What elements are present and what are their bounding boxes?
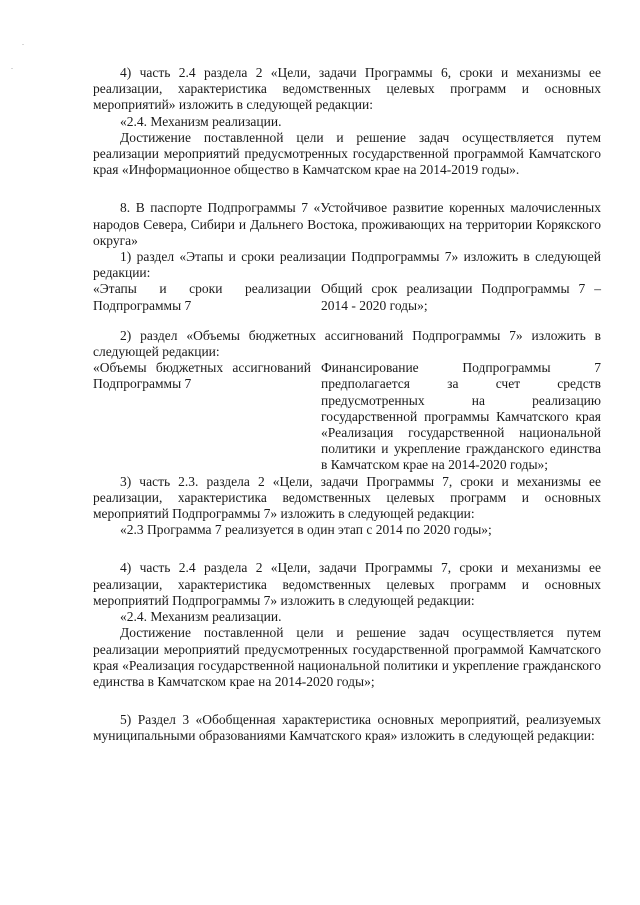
table-row-budget	[93, 360, 601, 473]
paragraph-4-part-2-4-program-6: 4) часть 2.4 раздела 2 «Цели, задачи Программы 6, сроки и механизмы ее реализации, характеристика ведомственных целевых программ и основных мероприятий» изложить в следующей редакции:	[93, 65, 601, 113]
table-row-stages	[93, 281, 601, 313]
paragraph-2-budget: 2) раздел «Объемы бюджетных ассигнований Подпрограммы 7» изложить в следующей редакции:	[93, 327, 601, 360]
paragraph-mechanism-text: Достижение поставленной цели и решение задач осуществляется путем реализации мероприятий предусмотренных государственной программой Камчатского края «Информационное общество в Камчатском крае на 2014-2019 годы».	[93, 129, 601, 178]
table-cell-budget-value: Финансирование Подпрограммы 7 предполагается за счет средств предусмотренных на реализацию государственной программы Камчатского края «Реализация государственной национальной политики и укрепление гражданского единства в Камчатском крае на 2014-2020 годы»;	[321, 360, 601, 473]
paragraph-8-passport-subprogram-7: 8. В паспорте Подпрограммы 7 «Устойчивое развитие коренных малочисленных народов Севера, Сибири и Дальнего Востока, проживающих на территории Корякского округа»	[93, 200, 601, 248]
paragraph-mechanism-text-2: Достижение поставленной цели и решение задач осуществляется путем реализации мероприятий предусмотренных государственной программой Камчатского края «Реализация государственной национальной политики и укрепление гражданского единства в Камчатском крае на 2014-2020 годы»;	[93, 625, 601, 689]
paragraph-3-part-2-3: 3) часть 2.3. раздела 2 «Цели, задачи Программы 7, сроки и механизмы ее реализации, характеристика ведомственных целевых программ и основных мероприятий Подпрограммы 7» изложить в следующей редакции:	[93, 473, 601, 522]
paragraph-1-stages: 1) раздел «Этапы и сроки реализации Подпрограммы 7» изложить в следующей редакции:	[93, 249, 601, 281]
margin-dot-1: .	[22, 38, 24, 47]
document-page	[93, 65, 601, 745]
paragraph-4-part-2-4-program-7: 4) часть 2.4 раздела 2 «Цели, задачи Программы 7, сроки и механизмы ее реализации, характеристика ведомственных целевых программ и основных мероприятий Подпрограммы 7» изложить в следующей редакции:	[93, 560, 601, 608]
paragraph-mechanism-heading: «2.4. Механизм реализации.	[120, 113, 282, 129]
paragraph-2-3-quote: «2.3 Программа 7 реализуется в один этап с 2014 по 2020 годы»;	[120, 522, 492, 538]
paragraph-mechanism-heading-2: «2.4. Механизм реализации.	[120, 609, 282, 625]
margin-dot-2: .	[11, 62, 13, 71]
table-cell-stages-value: Общий срок реализации Подпрограммы 7 – 2014 - 2020 годы»;	[321, 281, 601, 313]
table-cell-budget-label: «Объемы бюджетных ассигнований Подпрограммы 7	[93, 360, 311, 392]
paragraph-5-section-3: 5) Раздел 3 «Обобщенная характеристика основных мероприятий, реализуемых муниципальными образованиями Камчатского края» изложить в следующей редакции:	[93, 712, 601, 744]
table-cell-stages-label: «Этапы и сроки реализации Подпрограммы 7	[93, 281, 311, 313]
